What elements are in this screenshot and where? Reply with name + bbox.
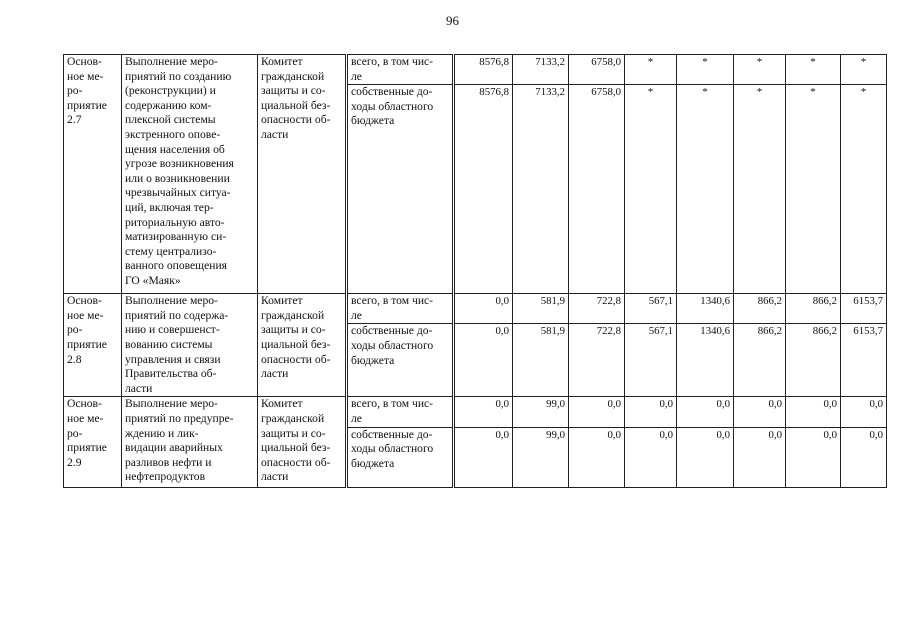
event-cell: Основ- ное ме- ро- приятие 2.9 [64, 397, 122, 487]
value-cell: 0,0 [625, 427, 677, 487]
value-cell: 0,0 [734, 397, 786, 427]
value-cell: * [677, 85, 734, 294]
value-cell: * [841, 55, 887, 85]
funding-source-cell: всего, в том чис- ле [347, 55, 454, 85]
value-cell: 0,0 [454, 427, 513, 487]
funding-source-cell: собственные до- ходы областного бюджета [347, 324, 454, 397]
value-cell: * [786, 85, 841, 294]
value-cell: 722,8 [569, 294, 625, 324]
value-cell: 0,0 [625, 397, 677, 427]
executor-cell: Комитет гражданской защиты и со- циальной без- опасности об- ласти [258, 397, 347, 487]
value-cell: 6758,0 [569, 85, 625, 294]
value-cell: 99,0 [513, 427, 569, 487]
executor-cell: Комитет гражданской защиты и со- циальной без- опасности об- ласти [258, 55, 347, 294]
event-cell: Основ- ное ме- ро- приятие 2.7 [64, 55, 122, 294]
value-cell: 722,8 [569, 324, 625, 397]
executor-cell: Комитет гражданской защиты и со- циальной без- опасности об- ласти [258, 294, 347, 397]
value-cell: * [625, 55, 677, 85]
value-cell: 8576,8 [454, 85, 513, 294]
value-cell: 567,1 [625, 324, 677, 397]
value-cell: 1340,6 [677, 324, 734, 397]
page-number: 96 [446, 13, 459, 28]
funding-source-cell: собственные до- ходы областного бюджета [347, 427, 454, 487]
value-cell: * [734, 55, 786, 85]
value-cell: 0,0 [841, 397, 887, 427]
value-cell: 581,9 [513, 294, 569, 324]
funding-source-cell: собственные до- ходы областного бюджета [347, 85, 454, 294]
value-cell: 866,2 [734, 294, 786, 324]
value-cell: 0,0 [677, 427, 734, 487]
value-cell: 0,0 [677, 397, 734, 427]
value-cell: 1340,6 [677, 294, 734, 324]
value-cell: 567,1 [625, 294, 677, 324]
value-cell: 0,0 [786, 397, 841, 427]
table-row [64, 55, 887, 85]
value-cell: 0,0 [734, 427, 786, 487]
value-cell: 7133,2 [513, 55, 569, 85]
table-row [64, 397, 887, 427]
value-cell: 581,9 [513, 324, 569, 397]
event-cell: Основ- ное ме- ро- приятие 2.8 [64, 294, 122, 397]
value-cell: 6153,7 [841, 294, 887, 324]
value-cell: 8576,8 [454, 55, 513, 85]
budget-table [63, 54, 887, 488]
table-row [64, 294, 887, 324]
description-cell: Выполнение меро- приятий по содержа- нию и совершенст- вованию системы управления и связи Правительства об- ласти [122, 294, 258, 397]
value-cell: * [786, 55, 841, 85]
value-cell: 0,0 [454, 294, 513, 324]
value-cell: 0,0 [841, 427, 887, 487]
description-cell: Выполнение меро- приятий по созданию (реконструкции) и содержанию ком- плексной системы экстренного опове- щения населения об угрозе возникновения или о возникновении чрезвычайных ситуа- ций, включая тер- риториальную авто- матизированную си- стему централизо- ванного оповещения ГО «Маяк» [122, 55, 258, 294]
value-cell: * [625, 85, 677, 294]
value-cell: 866,2 [786, 324, 841, 397]
value-cell: * [734, 85, 786, 294]
value-cell: 0,0 [786, 427, 841, 487]
value-cell: 99,0 [513, 397, 569, 427]
value-cell: * [841, 85, 887, 294]
value-cell: 0,0 [569, 397, 625, 427]
value-cell: 6758,0 [569, 55, 625, 85]
funding-source-cell: всего, в том чис- ле [347, 397, 454, 427]
value-cell: 0,0 [454, 397, 513, 427]
value-cell: 6153,7 [841, 324, 887, 397]
value-cell: 0,0 [454, 324, 513, 397]
value-cell: 0,0 [569, 427, 625, 487]
funding-source-cell: всего, в том чис- ле [347, 294, 454, 324]
value-cell: 7133,2 [513, 85, 569, 294]
value-cell: * [677, 55, 734, 85]
value-cell: 866,2 [786, 294, 841, 324]
value-cell: 866,2 [734, 324, 786, 397]
description-cell: Выполнение меро- приятий по предупре- ждению и лик- видации аварийных разливов нефти и нефтепродуктов [122, 397, 258, 487]
